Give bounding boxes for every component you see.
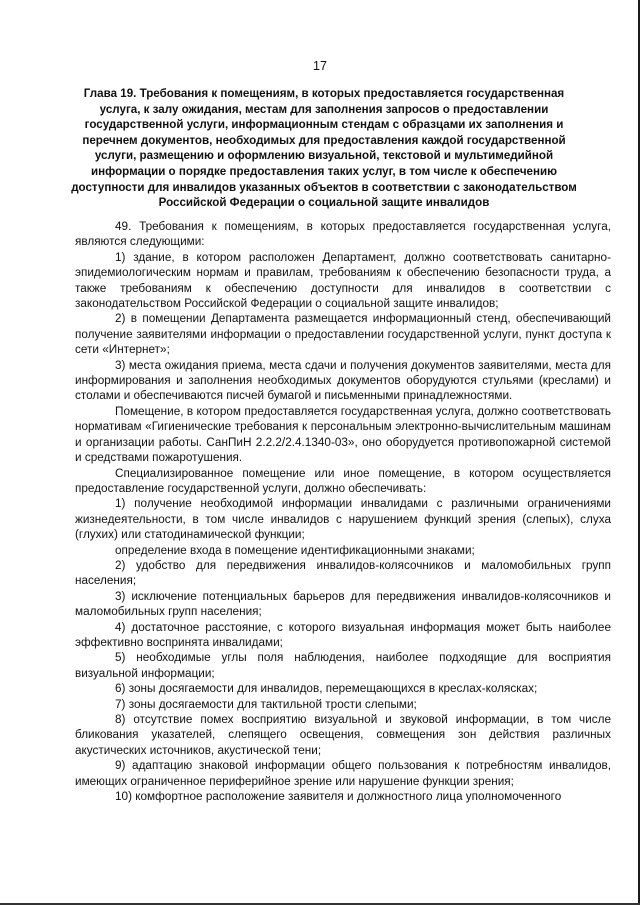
paragraph: 3) места ожидания приема, места сдачи и получения документов заявителями, места для информирования и заполнения необходимых документов оборудуются стульями (креслами) и столами и обеспечиваются писчей бумагой и письменными принадлежностями. — [75, 358, 611, 403]
paragraph: 6) зоны досягаемости для инвалидов, перемещающихся в креслах-колясках; — [115, 682, 538, 696]
chapter-heading: Глава 19. Требования к помещениям, в которых предоставляется государственная услуга, к залу ожидания, местам для заполнения запросов о предоставлении государственной услуги, информационным стендам с образцами их заполнения и перечнем документов, необходимых для предоставления каждой государственной услуги, размещению и оформлению визуальной, текстовой и мультимедийной информации о порядке предоставления таких услуг, в том числе к обеспечению доступности для инвалидов указанных объектов в соответствии с законодательством Российской Федерации о социальной защите инвалидов — [71, 87, 577, 210]
paragraph: 4) достаточное расстояние, с которого визуальная информация может быть наиболее эффективно воспринята инвалидами; — [75, 620, 611, 649]
paragraph: 1) здание, в котором расположен Департамент, должно соответствовать санитарно-эпидемиологическим нормам и правилам, требованиям к обеспечению безопасности труда, а также требованиям к обеспечению доступности для инвалидов в соответствии с законодательством Российской Федерации о социальной защите инвалидов; — [75, 250, 611, 311]
paragraph: Помещение, в котором предоставляется государственная услуга, должно соответствовать нормативам «Гигиенические требования к персональным электронно-вычислительным машинам и организации работы. СанПиН 2.2.2/2.4.1340-03», оно оборудуется противопожарной системой и средствами пожаротушения. — [75, 404, 611, 465]
paragraph: Специализированное помещение или иное помещение, в котором осуществляется предоставление государственной услуги, должно обеспечивать: — [75, 466, 611, 495]
paragraph: 5) необходимые углы поля наблюдения, наиболее подходящие для восприятия визуальной информации; — [75, 651, 611, 680]
paragraph: 9) адаптацию знаковой информации общего пользования к потребностям инвалидов, имеющих ограниченное периферийное зрение или нарушение функции зрения; — [75, 759, 611, 788]
paragraph: 2) удобство для передвижения инвалидов-колясочников и маломобильных групп населения; — [75, 558, 611, 588]
paragraph: 2) в помещении Департамента размещается информационный стенд, обеспечивающий получение заявителями информации о предоставлении государственной услуги, пункт доступа к сети «Интернет»; — [75, 312, 611, 357]
paragraph: определение входа в помещение идентификационными знаками; — [115, 543, 475, 557]
page-number: 17 — [313, 59, 327, 73]
paragraph: 8) отсутствие помех восприятию визуальной и звуковой информации, в том числе бликования указателей, слепящего освещения, совмещения зон действия различных акустических источников, акустической тени; — [75, 713, 611, 757]
paragraph: 3) исключение потенциальных барьеров для передвижения инвалидов-колясочников и маломобильных групп населения; — [75, 589, 611, 619]
paragraph: 7) зоны досягаемости для тактильной трости слепыми; — [115, 697, 417, 711]
paragraph: 1) получение необходимой информации инвалидами с различными ограничениями жизнедеятельности, в том числе инвалидов с нарушением функций зрения (слепых), слуха (глухих) или статодинамической функции; — [75, 497, 611, 542]
paragraph: 10) комфортное расположение заявителя и должностного лица уполномоченного — [115, 790, 562, 804]
document-body — [75, 219, 611, 804]
paragraph: 49. Требования к помещениям, в которых предоставляется государственная услуга, являются следующими: — [75, 220, 611, 249]
